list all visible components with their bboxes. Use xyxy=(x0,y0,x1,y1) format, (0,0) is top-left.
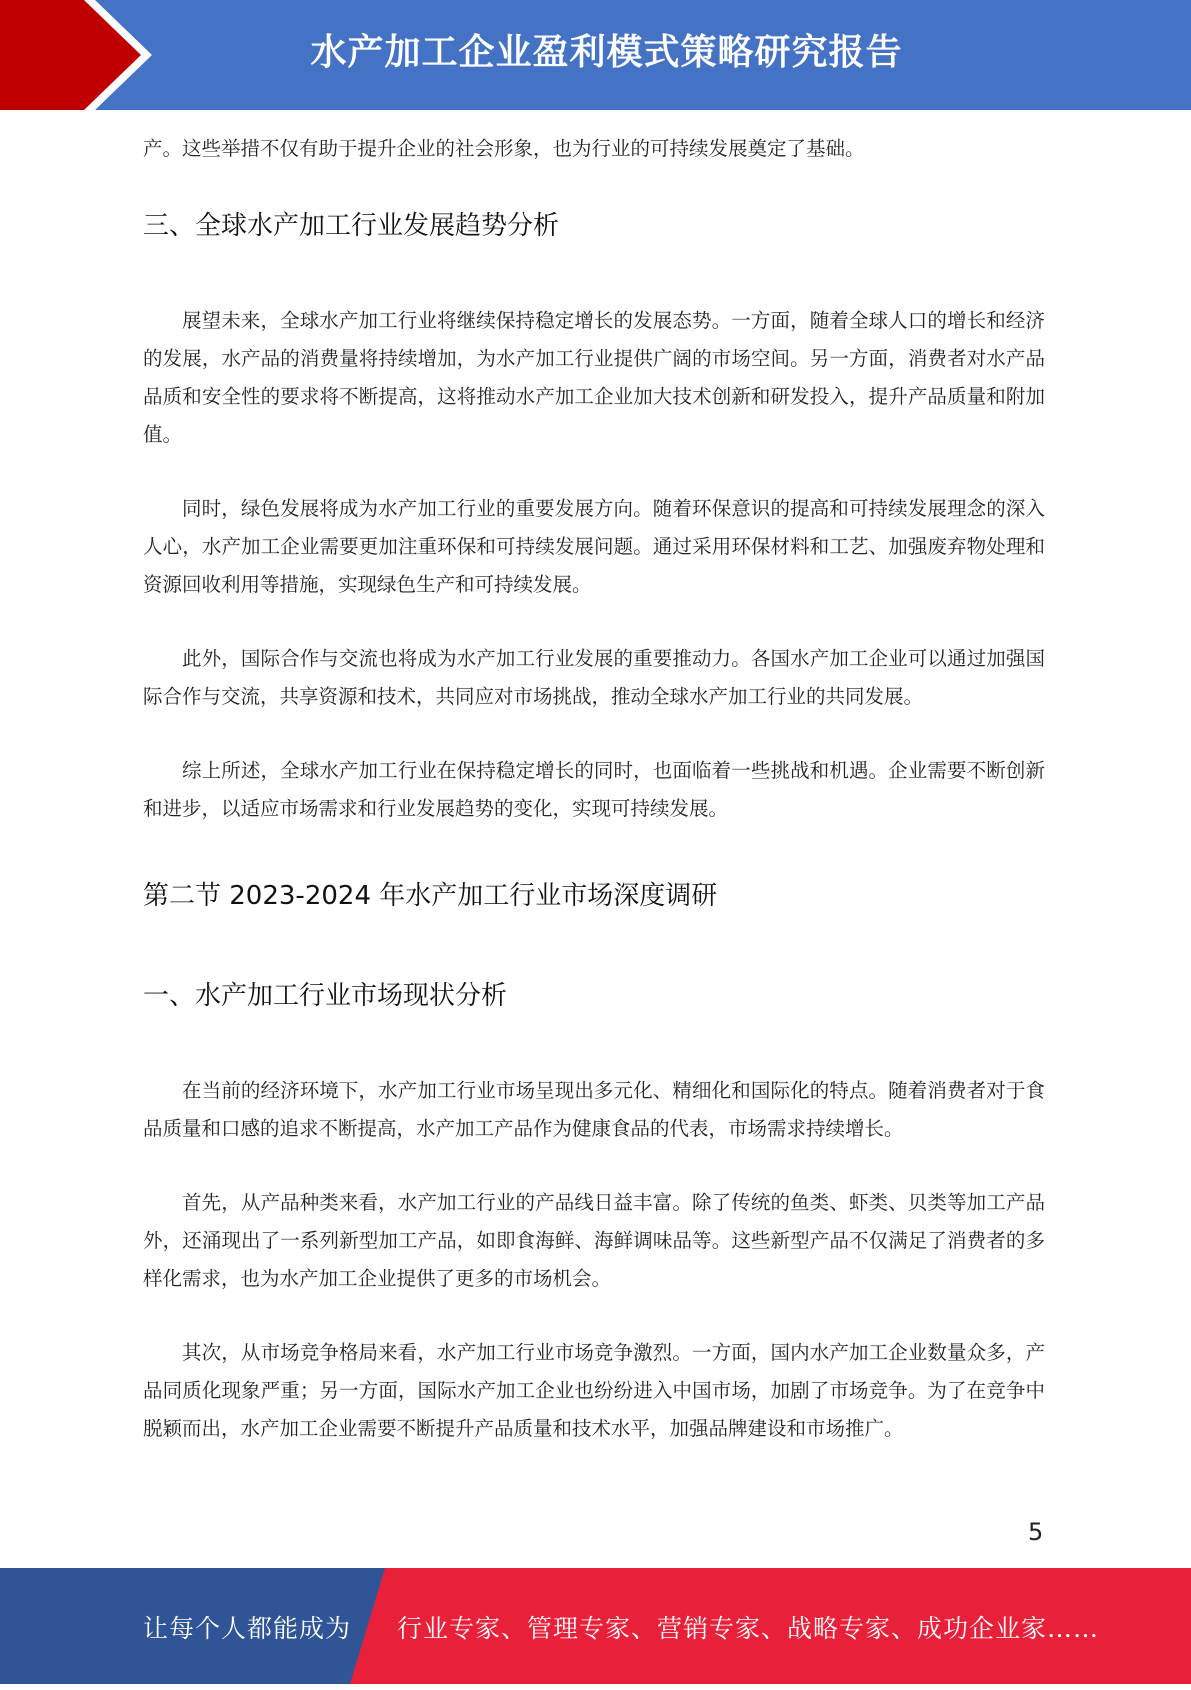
footer-slogan-right: 行业专家、管理专家、营销专家、战略专家、成功企业家…… xyxy=(397,1614,1100,1643)
section-heading-market-status: 一、水产加工行业市场现状分析 xyxy=(143,981,508,1011)
page-number: 5 xyxy=(1028,1518,1044,1546)
header-banner xyxy=(0,0,1191,110)
report-title: 水产加工企业盈利模式策略研究报告 xyxy=(310,32,903,73)
paragraph-product-types: 首先，从产品种类来看，水产加工行业的产品线日益丰富。除了传统的鱼类、虾类、贝类等加工产品外，还涌现出了一系列新型加工产品，如即食海鲜、海鲜调味品等。这些新型产品不仅满足了消费者的多样化需求，也为水产加工企业提供了更多的市场机会。 xyxy=(143,1191,1045,1290)
paragraph-international-cooperation: 此外，国际合作与交流也将成为水产加工行业发展的重要推动力。各国水产加工企业可以通过加强国际合作与交流，共享资源和技术，共同应对市场挑战，推动全球水产加工行业的共同发展。 xyxy=(143,647,1045,708)
paragraph-summary: 综上所述，全球水产加工行业在保持稳定增长的同时，也面临着一些挑战和机遇。企业需要不断创新和进步，以适应市场需求和行业发展趋势的变化，实现可持续发展。 xyxy=(143,759,1045,820)
footer-banner xyxy=(0,1568,1191,1684)
footer-slogan-left: 让每个人都能成为 xyxy=(143,1614,352,1643)
paragraph-continuation: 产。这些举措不仅有助于提升企业的社会形象，也为行业的可持续发展奠定了基础。 xyxy=(143,137,865,160)
paragraph-current-environment: 在当前的经济环境下，水产加工行业市场呈现出多元化、精细化和国际化的特点。随着消费者对于食品质量和口感的追求不断提高，水产加工产品作为健康食品的代表，市场需求持续增长。 xyxy=(143,1079,1045,1140)
section-heading-global-trends: 三、全球水产加工行业发展趋势分析 xyxy=(143,211,560,241)
page-content xyxy=(143,130,1045,1448)
paragraph-competition: 其次，从市场竞争格局来看，水产加工行业市场竞争激烈。一方面，国内水产加工企业数量众多，产品同质化现象严重；另一方面，国际水产加工企业也纷纷进入中国市场，加剧了市场竞争。为了在竞争中脱颖而出，水产加工企业需要不断提升产品质量和技术水平，加强品牌建设和市场推广。 xyxy=(143,1341,1045,1440)
paragraph-outlook: 展望未来，全球水产加工行业将继续保持稳定增长的发展态势。一方面，随着全球人口的增长和经济的发展，水产品的消费量将持续增加，为水产加工行业提供广阔的市场空间。另一方面，消费者对水产品品质和安全性的要求将不断提高，这将推动水产加工企业加大技术创新和研发投入，提升产品质量和附加值。 xyxy=(143,309,1045,446)
section-heading-market-research: 第二节 2023-2024 年水产加工行业市场深度调研 xyxy=(143,881,718,911)
paragraph-green-development: 同时，绿色发展将成为水产加工行业的重要发展方向。随着环保意识的提高和可持续发展理念的深入人心，水产加工企业需要更加注重环保和可持续发展问题。通过采用环保材料和工艺、加强废弃物处理和资源回收利用等措施，实现绿色生产和可持续发展。 xyxy=(143,497,1045,596)
